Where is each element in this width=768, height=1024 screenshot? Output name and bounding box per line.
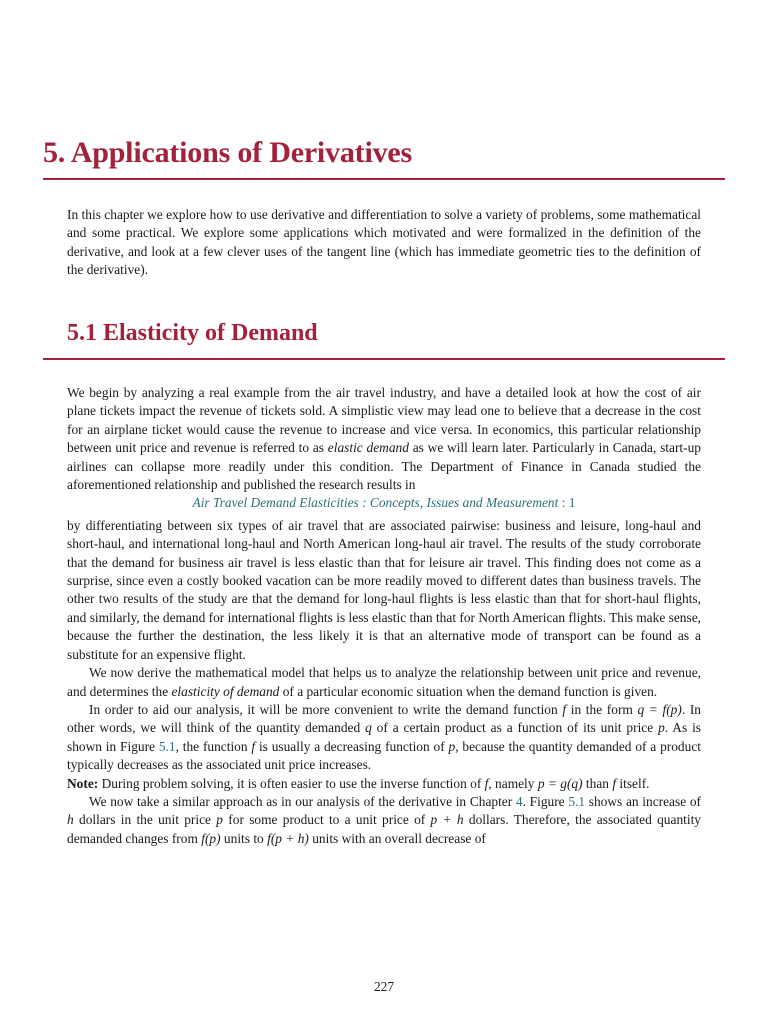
- note-label: Note:: [67, 775, 99, 791]
- page-number: 227: [373, 979, 395, 994]
- paragraph-3: We now derive the mathematical model that helps us to analyze the relationship between unit price and revenue, and determines the elasticity of demand of a particular economic situation when the demand function is given.: [67, 665, 701, 699]
- paragraph-1: We begin by analyzing a real example from the air travel industry, and have a detailed look at how the cost of air plane tickets impact the revenue of tickets sold. A simplistic view may lead one to believe that a decrease in the cost for an airplane ticket would cause the revenue to increase and vice versa. In economics, this particular relationship between unit price and revenue is referred to as elastic demand as we will learn later. Particularly in Canada, start-up airlines can collapse more readily under this condition. The Department of Finance in Canada studied the aforementioned relationship and published the research results in: [67, 385, 701, 493]
- paragraph-5: We now take a similar approach as in our analysis of the derivative in Chapter 4. Figure 5.1 shows an increase of h dollars in the unit price p for some product to a unit price of p + h dollars. Therefore, the associated quantity demanded changes from f(p) units to f(p + h) units with an overall decrease of: [67, 793, 702, 846]
- note-paragraph: Note: During problem solving, it is often easier to use the inverse function of f, namely p = g(q) than f itself.: [67, 775, 650, 791]
- chapter-rule: [43, 178, 725, 180]
- intro-text: In this chapter we explore how to use derivative and differentiation to solve a variety of problems, some mathematical and some practical. We explore some applications which motivated and were formalized in the definition of the derivative, and look at a few clever uses of the tangent line (which has immediate geometric ties to the definition of the derivative).: [67, 207, 701, 278]
- figure-link[interactable]: 5.1: [568, 793, 586, 809]
- section-body: [67, 384, 701, 848]
- chapter-title: 5. Applications of Derivatives: [43, 136, 412, 169]
- citation-title[interactable]: Air Travel Demand Elasticities : Concepts, Issues and Measurement: [192, 495, 559, 511]
- section-rule: [43, 358, 725, 360]
- intro-paragraph: [67, 206, 701, 280]
- paragraph-2: by differentiating between six types of air travel that are associated pairwise: business and leisure, long-haul and short-haul, and international long-haul and North American long-haul air travel. The results of the study corroborate that the demand for business air travel is less elastic than that for leisure air travel. This finding does not come as a surprise, since even a costly booked vacation can be more readily moved to different dates than business travels. The other two results of the study are that the demand for long-haul flights is less elastic than that for short-haul flights, and similarly, the demand for international flights is less elastic than that for North American flights. This make sense, because the further the destination, the less likely it is that an alternative mode of transport can be found as a substitute for an expensive flight.: [67, 517, 701, 662]
- section-title: 5.1 Elasticity of Demand: [67, 320, 318, 346]
- chapter-link[interactable]: 4: [515, 793, 523, 809]
- term-elasticity-of-demand: elasticity of demand: [171, 683, 280, 699]
- citation-ref[interactable]: 1: [568, 495, 576, 511]
- paragraph-4: In order to aid our analysis, it will be more convenient to write the demand function f in the form q = f(p). In other words, we will think of the quantity demanded q of a certain product as a function of its unit price p. As is shown in Figure 5.1, the function f is usually a decreasing function of p, because the quantity demanded of a product typically decreases as the associated unit price increases.: [67, 701, 701, 773]
- term-elastic-demand: elastic demand: [327, 440, 409, 456]
- citation[interactable]: Air Travel Demand Elasticities : Concepts, Issues and Measurement : 1: [192, 495, 576, 511]
- figure-link[interactable]: 5.1: [158, 738, 176, 754]
